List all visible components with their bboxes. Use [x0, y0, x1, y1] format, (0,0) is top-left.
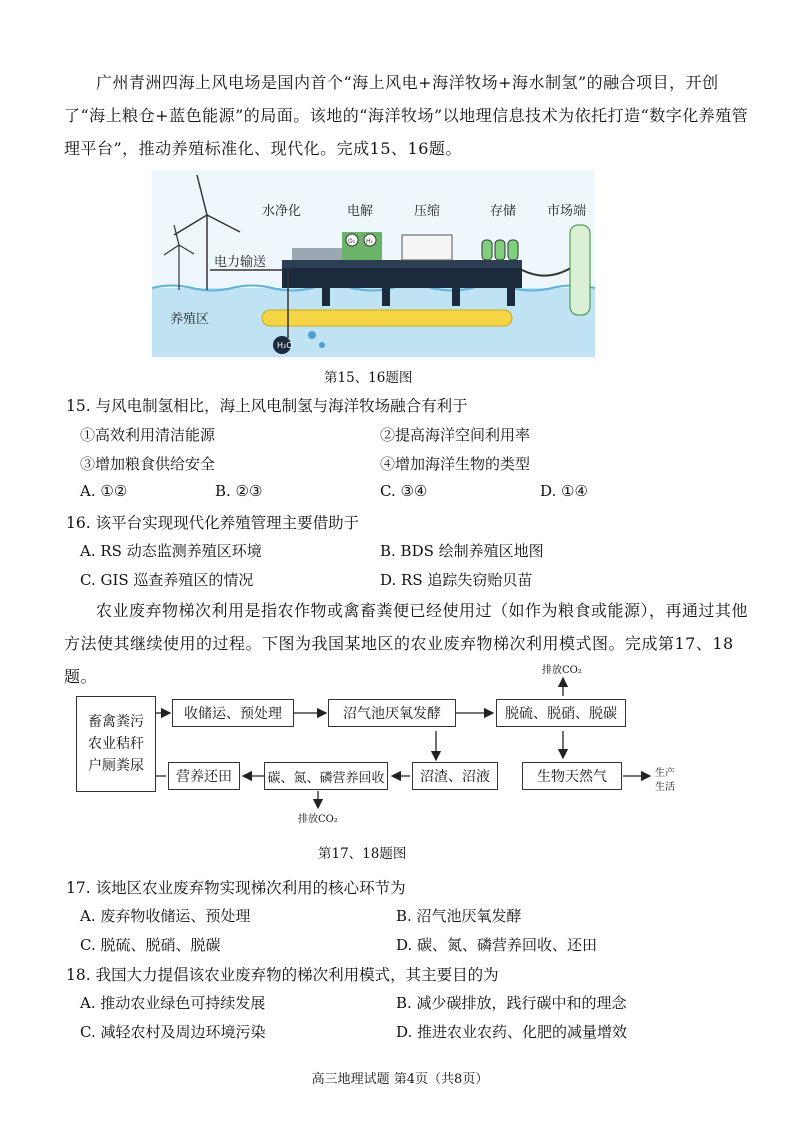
emit-co2-top: 排放CO₂ — [542, 665, 582, 676]
q15-option-c[interactable]: C. ③④ — [380, 482, 428, 500]
box-nutrient: 碳、氮、磷营养回收 — [264, 762, 388, 790]
q16-option-d[interactable]: D. RS 追踪失窃贻贝苗 — [380, 571, 533, 589]
q17-option-b[interactable]: B. 沼气池厌氧发酵 — [396, 907, 522, 925]
h2-label: H₂ — [366, 238, 373, 245]
q17-option-a[interactable]: A. 废弃物收储运、预处理 — [80, 907, 251, 925]
q18-option-c[interactable]: C. 减轻农村及周边环境污染 — [80, 1023, 266, 1041]
q15-option-a[interactable]: A. ①② — [80, 482, 128, 500]
label-compress: 压缩 — [414, 204, 441, 219]
h2o-label: H₂O — [277, 341, 293, 350]
box-waste-source: 畜禽粪污农业秸秆户厕粪尿 — [76, 696, 156, 792]
label-market: 市场端 — [547, 204, 587, 219]
o2-label: O₂ — [348, 238, 356, 245]
q16-option-a[interactable]: A. RS 动态监测养殖区环境 — [80, 542, 262, 560]
q17-stem: 17. 该地区农业废弃物实现梯次利用的核心环节为 — [66, 879, 406, 897]
box-desulf: 脱硫、脱硝、脱碳 — [496, 699, 626, 727]
label-life: 生活 — [655, 782, 675, 793]
figure2-caption: 第17、18题图 — [318, 846, 407, 862]
q15-statement-3: ③增加粮食供给安全 — [80, 455, 216, 473]
intro-paragraph-1: 广州青洲四海上风电场是国内首个“海上风电+海洋牧场+海水制氢”的融合项目，开创了“海上粮仓+蓝色能源”的局面。该地的“海洋牧场”以地理信息技术为依托打造“数字化养殖管理平台”，推动养殖标准化、现代化。完成15、16题。 — [64, 73, 749, 158]
label-electrolysis: 电解 — [347, 204, 374, 219]
q16-option-b[interactable]: B. BDS 绘制养殖区地图 — [380, 542, 544, 560]
q15-statement-4: ④增加海洋生物的类型 — [380, 455, 531, 473]
figure1-caption: 第15、16题图 — [324, 370, 413, 386]
q16-option-c[interactable]: C. GIS 巡查养殖区的情况 — [80, 571, 254, 589]
box-natural-gas: 生物天然气 — [522, 762, 622, 790]
q15-option-d[interactable]: D. ①④ — [540, 482, 588, 500]
label-production: 生产 — [655, 768, 675, 779]
box-biogas: 沼气池厌氧发酵 — [328, 699, 456, 727]
q15-statement-1: ①高效利用清洁能源 — [80, 426, 216, 444]
q18-option-b[interactable]: B. 减少碳排放，践行碳中和的理念 — [396, 994, 627, 1012]
box-return-field: 营养还田 — [168, 762, 240, 790]
q16-stem: 16. 该平台实现现代化养殖管理主要借助于 — [66, 514, 360, 532]
q15-stem: 15. 与风电制氢相比，海上风电制氢与海洋牧场融合有利于 — [66, 397, 468, 415]
emit-co2-bottom: 排放CO₂ — [298, 814, 338, 825]
box-residue: 沼渣、沼液 — [412, 762, 498, 790]
box-collect: 收储运、预处理 — [172, 699, 294, 727]
q17-option-d[interactable]: D. 碳、氮、磷营养回收、还田 — [396, 936, 598, 954]
intro-paragraph-2: 农业废弃物梯次利用是指农作物或禽畜粪便已经使用过（如作为粮食或能源），再通过其他方法使其继续使用的过程。下图为我国某地区的农业废弃物梯次利用模式图。完成第17、18题。 — [64, 601, 749, 686]
label-storage: 存储 — [490, 204, 517, 219]
q17-option-c[interactable]: C. 脱硫、脱硝、脱碳 — [80, 936, 221, 954]
q15-option-b[interactable]: B. ②③ — [215, 482, 263, 500]
q15-statement-2: ②提高海洋空间利用率 — [380, 426, 531, 444]
label-power: 电力输送 — [214, 255, 267, 270]
q18-option-d[interactable]: D. 推进农业农药、化肥的减量增效 — [396, 1023, 628, 1041]
label-water-purify: 水净化 — [262, 204, 302, 219]
page-footer: 高三地理试题 第4页（共8页） — [311, 1072, 489, 1087]
q18-stem: 18. 我国大力提倡该农业废弃物的梯次利用模式，其主要目的为 — [66, 966, 499, 984]
q18-option-a[interactable]: A. 推动农业绿色可持续发展 — [80, 994, 266, 1012]
label-farm: 养殖区 — [170, 312, 210, 327]
